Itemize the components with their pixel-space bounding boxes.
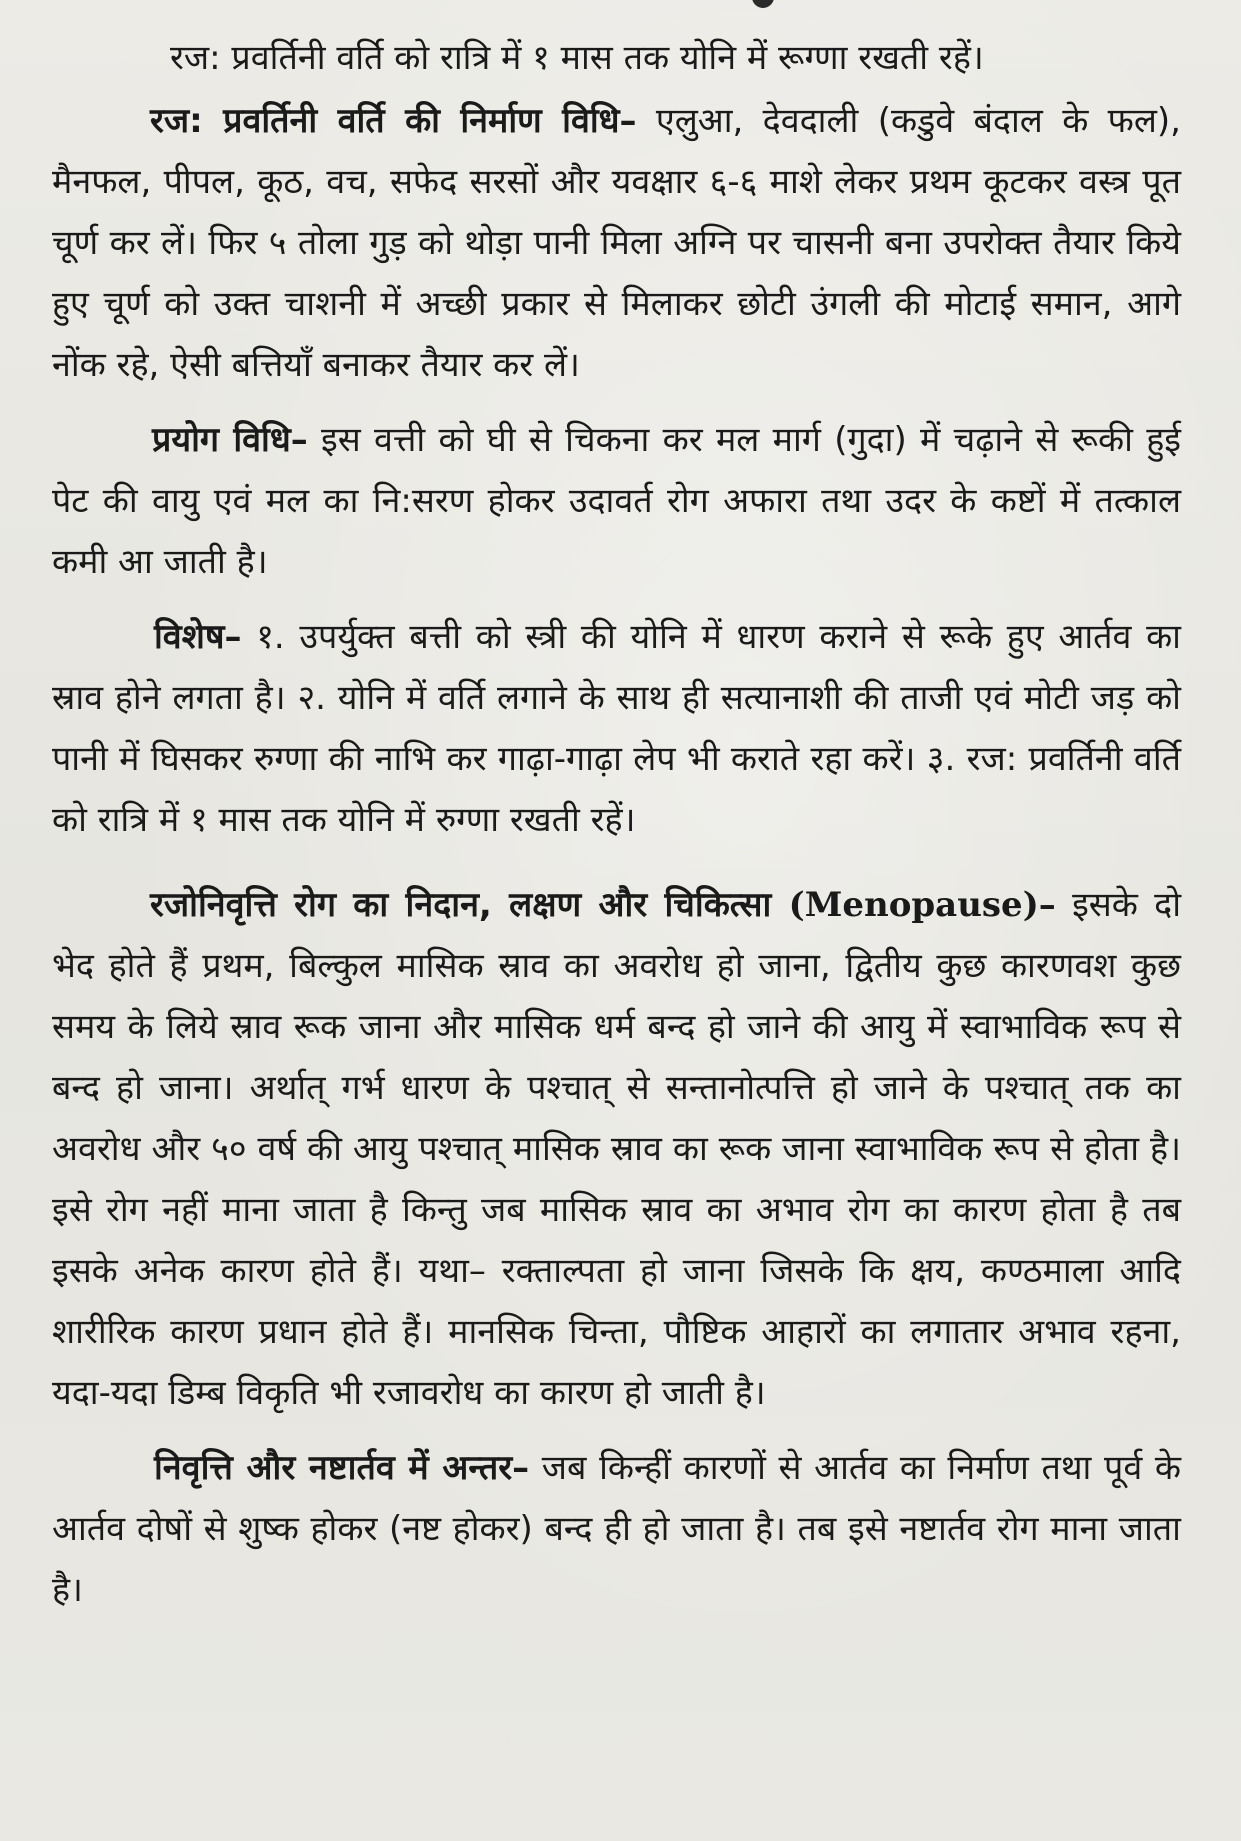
paragraph-text: जब किन्हीं कारणों से आर्तव का निर्माण तथा पूर्व के आर्तव दोषों से शुष्क होकर (नष्ट होकर) बन्द ही हो जाता है। तब इसे नष्टार्तव रोग माना जाता है। bbox=[52, 1448, 1181, 1610]
section-heading: विशेष– bbox=[154, 617, 242, 657]
paragraph-text: एलुआ, देवदाली (कडुवे बंदाल के फल), मैनफल, पीपल, कूठ, वच, सफेद सरसों और यवक्षार ६-६ माशे लेकर प्रथम कूटकर वस्त्र पूत चूर्ण कर लें। फिर ५ तोला गुड़ को थोड़ा पानी मिला अग्नि पर चासनी बना उपरोक्त तैयार किये हुए चूर्ण को उक्त चाशनी में अच्छी प्रकार से मिलाकर छोटी उंगली की मोटाई समान, आगे नोंक रहे, ऐसी बत्तियाँ बनाकर तैयार कर लें। bbox=[52, 101, 1181, 385]
paragraph-usage-method bbox=[52, 410, 1181, 593]
paragraph-text: इस वत्ती को घी से चिकना कर मल मार्ग (गुदा) में चढ़ाने से रूकी हुई पेट की वायु एवं मल का नि:सरण होकर उदावर्त रोग अफारा तथा उदर के कष्टों में तत्काल कमी आ जाती है। bbox=[52, 420, 1181, 582]
paragraph-difference bbox=[52, 1438, 1181, 1621]
section-heading-english: (Menopause)– bbox=[771, 885, 1056, 925]
paragraph-text: रज: प्रवर्तिनी वर्ति को रात्रि में १ मास तक योनि में रूग्णा रखती रहें। bbox=[170, 38, 984, 78]
section-heading: प्रयोग विधि– bbox=[152, 420, 308, 460]
paragraph-text: १. उपर्युक्त बत्ती को स्त्री की योनि में धारण कराने से रूके हुए आर्तव का स्राव होने लगता है। २. योनि में वर्ति लगाने के साथ ही सत्यानाशी की ताजी एवं मोटी जड़ को पानी में घिसकर रुग्णा की नाभि कर गाढ़ा-गाढ़ा लेप भी कराते रहा करें। ३. रज: प्रवर्तिनी वर्ति को रात्रि में १ मास तक योनि में रुग्णा रखती रहें। bbox=[52, 617, 1181, 840]
paragraph-special-notes bbox=[52, 607, 1181, 851]
paragraph-text: इसके दो भेद होते हैं प्रथम, बिल्कुल मासिक स्राव का अवरोध हो जाना, द्वितीय कुछ कारणवश कुछ समय के लिये स्राव रूक जाना और मासिक धर्म बन्द हो जाने की आयु में स्वाभाविक रूप से बन्द हो जाना। अर्थात् गर्भ धारण के पश्चात् से सन्तानोत्पत्ति हो जाने के पश्चात् तक का अवरोध और ५० वर्ष की आयु पश्चात् मासिक स्राव का रूक जाना स्वाभाविक रूप से होता है। इसे रोग नहीं माना जाता है किन्तु जब मासिक स्राव का अभाव रोग का कारण होता है तब इसके अनेक कारण होते हैं। यथा– रक्ताल्पता हो जाना जिसके कि क्षय, कण्ठमाला आदि शारीरिक कारण प्रधान होते हैं। मानसिक चिन्ता, पौष्टिक आहारों का लगातार अभाव रहना, यदा-यदा डिम्ब विकृति भी रजावरोध का कारण हो जाती है। bbox=[52, 885, 1181, 1413]
paragraph-continuation bbox=[52, 28, 1181, 89]
paragraph-menopause bbox=[52, 875, 1181, 1424]
section-heading: निवृत्ति और नष्टार्तव में अन्तर– bbox=[154, 1448, 530, 1488]
ink-mark bbox=[752, 0, 774, 8]
section-heading: रजोनिवृत्ति रोग का निदान, लक्षण और चिकित्सा bbox=[150, 885, 772, 925]
section-heading: रज: प्रवर्तिनी वर्ति की निर्माण विधि– bbox=[150, 101, 637, 141]
paragraph-preparation-method bbox=[52, 91, 1181, 396]
